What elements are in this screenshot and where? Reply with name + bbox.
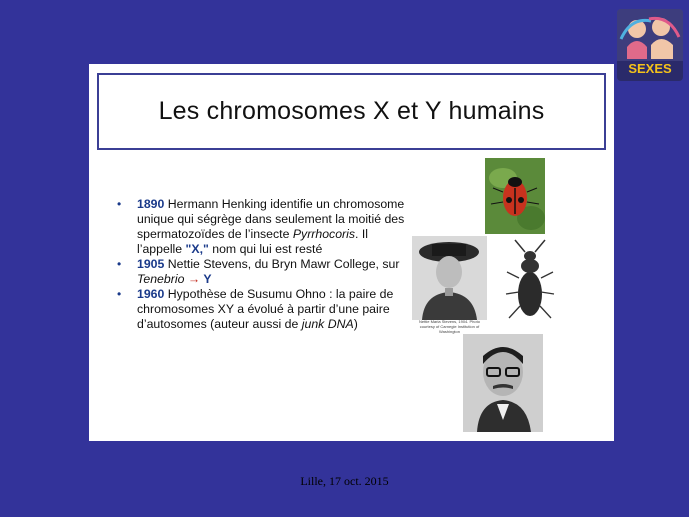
bullet-list: [117, 197, 407, 332]
logo-text: SEXES: [628, 61, 672, 76]
bullet-text: ): [353, 317, 358, 331]
species-name: Tenebrio: [137, 272, 185, 286]
bullet-1960: [117, 287, 407, 332]
chromosome-y-label: Y: [200, 272, 212, 286]
arrow-right-icon: →: [184, 272, 201, 286]
title-box: [97, 73, 606, 150]
bullet-year: 1890: [137, 197, 165, 211]
bullet-1890: [117, 197, 407, 257]
bullet-dot-icon: •: [117, 197, 122, 211]
slide-title: Les chromosomes X et Y humains: [158, 97, 545, 125]
susumu-ohno-photo: [463, 334, 543, 432]
bullet-year: 1905: [137, 257, 165, 271]
bullet-year: 1960: [137, 287, 165, 301]
photo-caption: Nettie Maria Stevens, 1904. Photo courtesy of Carnegie Institution of Washington: [419, 319, 480, 334]
bullet-text: Hypothèse de Susumu Ohno : la paire de chromosomes XY a évolué à partir d’une paire d’autosomes (auteur aussi de: [137, 287, 394, 331]
bullet-dot-icon: •: [117, 287, 122, 301]
bullet-text: nom qui lui est resté: [208, 242, 323, 256]
tenebrio-photo: [503, 236, 557, 328]
term-junk-dna: junk DNA: [301, 317, 354, 331]
bullet-text: . Il l’appelle: [137, 227, 369, 256]
pyrrhocoris-photo: [485, 158, 545, 234]
nettie-stevens-photo: [412, 236, 487, 320]
slide-panel: [89, 64, 614, 441]
bullet-text: Nettie Stevens, du Bryn Mawr College, sur: [164, 257, 400, 271]
bullet-1905: [117, 257, 407, 287]
sexes-logo: [617, 9, 683, 81]
bullet-dot-icon: •: [117, 257, 122, 271]
footer-location-date: Lille, 17 oct. 2015: [300, 474, 389, 488]
bullet-text: Hermann Henking identifie un chromosome unique qui ségrège dans seulement la moitié des spermatozoïdes de l’insecte: [137, 197, 405, 241]
species-name: Pyrrhocoris: [292, 227, 356, 241]
chromosome-x-label: "X,": [185, 242, 209, 256]
